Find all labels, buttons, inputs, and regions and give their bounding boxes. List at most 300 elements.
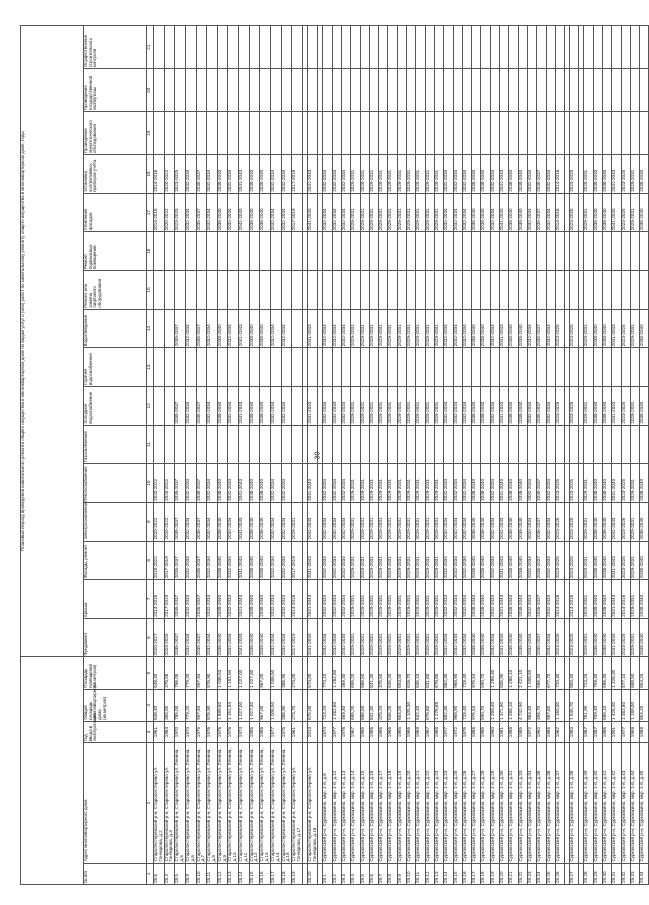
period-cell	[388, 425, 397, 464]
period-cell	[217, 425, 228, 464]
period-cell	[175, 232, 186, 271]
period-cell: 2038-2040	[640, 464, 649, 503]
period-cell	[379, 348, 388, 387]
period-cell: 2041-2043	[500, 541, 509, 580]
period-cell	[307, 425, 318, 464]
period-cell: 2029-2031	[351, 580, 360, 619]
period-cell: 2032-2034	[281, 386, 292, 425]
period-cell: 2041-2043	[307, 193, 318, 232]
empty-cell	[500, 26, 509, 69]
period-cell	[546, 271, 555, 310]
period-cell: 2032-2034	[185, 155, 196, 194]
premises-area-cell: 635,10	[416, 657, 425, 689]
period-cell: 2038-2040	[260, 386, 271, 425]
period-cell	[490, 348, 499, 387]
total-area-cell: 635,20	[388, 689, 397, 721]
period-cell: 2035-2037	[175, 309, 186, 348]
year-cell: 1961	[292, 721, 303, 742]
period-cell: 2038-2040	[472, 618, 481, 657]
empty-cell	[546, 112, 555, 155]
period-cell: 2029-2031	[351, 502, 360, 541]
year-cell: 1966	[379, 721, 388, 742]
year-cell: 1967	[351, 721, 360, 742]
period-cell: 2041-2043	[239, 618, 250, 657]
period-cell: 2014-2016	[621, 580, 630, 619]
total-area-cell: 1 276,68	[434, 689, 443, 721]
period-cell: 2035-2037	[196, 580, 207, 619]
period-cell	[249, 348, 260, 387]
address-cell: Сурковский р-н, Сурковкино, мкр. 1-й, д.40	[593, 743, 602, 863]
period-cell: 2032-2034	[281, 464, 292, 503]
period-cell: 2032-2034	[270, 541, 281, 580]
total-area-cell: 1 289,40	[490, 689, 499, 721]
period-cell: 2032-2034	[281, 502, 292, 541]
table-row	[518, 26, 527, 885]
period-cell: 2032-2034	[332, 541, 341, 580]
empty-cell	[453, 26, 462, 69]
period-cell: 2029-2031	[434, 155, 443, 194]
capital-repair-table	[20, 25, 649, 885]
empty-cell	[630, 26, 639, 69]
year-cell: 1964	[164, 721, 175, 742]
total-area-cell: 728,40	[462, 689, 471, 721]
period-cell: 2041-2043	[239, 386, 250, 425]
period-cell: 2029-2031	[397, 502, 406, 541]
period-cell: 2029-2031	[388, 386, 397, 425]
period-cell	[281, 348, 292, 387]
period-cell: 2029-2031	[369, 541, 378, 580]
period-cell	[185, 348, 196, 387]
period-cell: 2041-2043	[307, 464, 318, 503]
premises-area-cell: 854,20	[640, 657, 649, 689]
empty-cell	[416, 69, 425, 112]
total-area-cell: 1 426,30	[612, 689, 621, 721]
period-cell: 2032-2034	[444, 618, 453, 657]
period-cell	[369, 232, 378, 271]
period-cell: 2029-2031	[369, 464, 378, 503]
empty-cell	[154, 112, 165, 155]
period-cell: 2035-2037	[537, 580, 546, 619]
empty-cell	[434, 26, 443, 69]
period-cell: 2032-2034	[270, 580, 281, 619]
row-number: 29.16	[462, 863, 471, 884]
period-cell	[154, 425, 165, 464]
period-cell: 2032-2034	[341, 618, 350, 657]
address-cell: Сурковский р-н, Сурковкино, мкр. 1-й, д.21	[416, 743, 425, 863]
period-cell: 2041-2043	[307, 618, 318, 657]
period-cell: 2035-2037	[196, 464, 207, 503]
period-cell: 2029-2031	[434, 193, 443, 232]
premises-area-cell: 626,70	[407, 657, 416, 689]
period-cell	[518, 271, 527, 310]
period-cell: 2029-2031	[369, 502, 378, 541]
total-area-cell: 781,90	[584, 689, 593, 721]
period-cell: 2038-2040	[602, 464, 611, 503]
total-area-cell: 968,90	[453, 689, 462, 721]
period-cell: 2032-2034	[527, 193, 536, 232]
table-row	[379, 26, 388, 885]
premises-area-cell: 1 008,50	[527, 657, 536, 689]
period-cell	[307, 348, 318, 387]
total-area-cell: 1 382,80	[621, 689, 630, 721]
period-cell: 2032-2034	[453, 618, 462, 657]
empty-cell	[292, 26, 303, 69]
period-cell	[593, 271, 602, 310]
address-cell: Сурковский р-н, Сурковкино, мкр. 1-й, д.43	[621, 743, 630, 863]
period-cell	[453, 425, 462, 464]
column-number: 18	[147, 155, 154, 194]
period-cell: 2035-2037	[537, 502, 546, 541]
year-cell: 1976	[462, 721, 471, 742]
period-cell: 2032-2034	[490, 541, 499, 580]
row-number: 29.8	[388, 863, 397, 884]
empty-cell	[388, 26, 397, 69]
row-number: 29.11	[416, 863, 425, 884]
premises-area-cell: 678,80	[434, 657, 443, 689]
column-header: Горячее водоснабжение	[84, 348, 147, 387]
column-number: 10	[147, 464, 154, 503]
empty-cell	[546, 69, 555, 112]
period-cell: 2038-2040	[602, 618, 611, 657]
year-cell: 1986	[472, 721, 481, 742]
period-cell: 2032-2034	[527, 580, 536, 619]
column-number: 19	[147, 112, 154, 155]
row-number: 29.27	[570, 863, 579, 884]
period-cell: 2041-2043	[239, 464, 250, 503]
row-number: 28.9	[185, 863, 196, 884]
year-cell: 1977	[444, 721, 453, 742]
empty-cell	[154, 26, 165, 69]
period-cell: 2020-2022	[154, 464, 165, 503]
period-cell: 2029-2031	[630, 580, 639, 619]
period-cell: 2029-2031	[360, 618, 369, 657]
empty-cell	[228, 112, 239, 155]
period-cell: 2017-2019	[292, 618, 303, 657]
period-cell	[453, 271, 462, 310]
period-cell: 2041-2043	[612, 464, 621, 503]
table-row	[621, 26, 630, 885]
period-cell	[249, 232, 260, 271]
empty-cell	[640, 69, 649, 112]
table-row	[360, 26, 369, 885]
period-cell: 2041-2043	[239, 541, 250, 580]
empty-cell	[185, 112, 196, 155]
period-cell	[612, 271, 621, 310]
period-cell: 2032-2034	[207, 464, 218, 503]
period-cell: 2032-2034	[462, 155, 471, 194]
premises-area-cell: 1 289,40	[490, 657, 499, 689]
period-cell: 2032-2034	[490, 464, 499, 503]
period-cell	[584, 348, 593, 387]
empty-cell	[527, 69, 536, 112]
period-cell	[570, 271, 579, 310]
empty-cell	[281, 69, 292, 112]
column-header: Ремонт или замена лифтового оборудования	[84, 271, 147, 310]
period-cell: 2029-2031	[397, 580, 406, 619]
period-cell: 2038-2040	[640, 618, 649, 657]
period-cell: 2041-2043	[612, 309, 621, 348]
period-cell: 2038-2040	[481, 580, 490, 619]
empty-cell	[570, 69, 579, 112]
premises-area-cell: 1 027,30	[249, 657, 260, 689]
empty-cell	[509, 26, 518, 69]
period-cell: 2029-2031	[351, 309, 360, 348]
address-cell: Сурковский р-н, Сурковкино, мкр. 1-й, д.6	[323, 743, 332, 863]
period-cell	[453, 348, 462, 387]
row-number: 28.10	[196, 863, 207, 884]
period-cell	[207, 348, 218, 387]
period-cell: 2041-2043	[500, 618, 509, 657]
column-header: Утепление фасадов	[84, 193, 147, 232]
period-cell: 2029-2031	[379, 309, 388, 348]
period-cell	[307, 271, 318, 310]
period-cell: 2023-2025	[621, 618, 630, 657]
column-header: Площадь помещений (кв.метров)	[84, 657, 147, 689]
empty-cell	[490, 112, 499, 155]
period-cell: 2041-2043	[239, 155, 250, 194]
table-row	[416, 26, 425, 885]
period-cell: 2032-2034	[453, 386, 462, 425]
empty-cell	[490, 26, 499, 69]
period-cell: 2032-2034	[207, 386, 218, 425]
period-cell: 2038-2040	[593, 541, 602, 580]
year-cell: 1961	[154, 721, 165, 742]
period-cell: 2023-2025	[555, 309, 564, 348]
year-cell: 1976	[217, 721, 228, 742]
period-cell: 2029-2031	[379, 580, 388, 619]
empty-cell	[584, 26, 593, 69]
empty-cell	[481, 26, 490, 69]
period-cell: 2032-2034	[444, 464, 453, 503]
period-cell	[527, 271, 536, 310]
period-cell: 2014-2016	[555, 580, 564, 619]
period-cell: 2038-2040	[217, 155, 228, 194]
empty-cell	[239, 69, 250, 112]
period-cell: 2032-2034	[546, 155, 555, 194]
period-cell: 2032-2034	[453, 193, 462, 232]
period-cell: 2029-2031	[369, 193, 378, 232]
empty-cell	[537, 112, 546, 155]
period-cell: 2023-2025	[555, 541, 564, 580]
period-cell: 2038-2040	[602, 541, 611, 580]
period-cell: 2038-2040	[509, 309, 518, 348]
row-number: 29.2	[332, 863, 341, 884]
period-cell: 2032-2034	[341, 541, 350, 580]
empty-cell	[228, 69, 239, 112]
period-cell	[434, 271, 443, 310]
year-cell: 1977	[621, 721, 630, 742]
period-cell: 2038-2040	[472, 309, 481, 348]
empty-cell	[388, 69, 397, 112]
table-row	[584, 26, 593, 885]
empty-cell	[481, 112, 490, 155]
period-cell: 2038-2040	[260, 618, 271, 657]
period-cell	[207, 425, 218, 464]
premises-area-cell: 375,50	[379, 657, 388, 689]
period-cell: 2029-2031	[434, 464, 443, 503]
empty-cell	[281, 26, 292, 69]
empty-cell	[500, 112, 509, 155]
period-cell: 2038-2040	[509, 386, 518, 425]
empty-cell	[332, 112, 341, 155]
period-cell	[500, 271, 509, 310]
period-cell: 2032-2034	[453, 502, 462, 541]
column-header: Холодное водоснабжение	[84, 386, 147, 425]
period-cell: 2017-2019	[292, 155, 303, 194]
premises-area-cell: 728,40	[462, 657, 471, 689]
period-cell: 2032-2034	[462, 541, 471, 580]
period-cell: 2032-2034	[341, 464, 350, 503]
period-cell: 2029-2031	[397, 618, 406, 657]
total-area-cell: 386,90	[281, 689, 292, 721]
period-cell	[527, 232, 536, 271]
column-number: 3	[147, 721, 154, 742]
address-cell: Старопестеревский р-н, Старопестерево ул. Ленина, д.5	[175, 743, 186, 863]
row-number: 29.10	[407, 863, 416, 884]
period-cell: 2029-2031	[584, 541, 593, 580]
column-header: Проведение государственной экспертизы	[84, 69, 147, 112]
period-cell: 2041-2043	[612, 386, 621, 425]
page-number: 30	[314, 451, 322, 460]
period-cell	[397, 271, 406, 310]
period-cell: 2032-2034	[185, 541, 196, 580]
period-cell: 2035-2037	[175, 464, 186, 503]
address-cell: Старопестеревский р-н, Старопестерево ул. Гончарова, д.18	[307, 743, 318, 863]
period-cell: 2014-2016	[555, 193, 564, 232]
empty-cell	[472, 69, 481, 112]
period-cell	[555, 271, 564, 310]
year-cell: 1988	[640, 721, 649, 742]
period-cell: 2032-2034	[323, 155, 332, 194]
address-cell: Сурковский р-н, Сурковкино, мкр. 1-й, д.42	[612, 743, 621, 863]
address-cell: Старопестеревский р-н, Старопестерево ул. Ленина, д.12	[249, 743, 260, 863]
period-cell	[621, 425, 630, 464]
period-cell	[260, 271, 271, 310]
empty-cell	[612, 69, 621, 112]
total-area-cell: 685,10	[602, 689, 611, 721]
period-cell	[444, 232, 453, 271]
period-cell: 2032-2034	[462, 502, 471, 541]
period-cell: 2032-2034	[228, 541, 239, 580]
period-cell	[462, 271, 471, 310]
period-cell: 2032-2034	[323, 618, 332, 657]
premises-area-cell: 273,00	[292, 657, 303, 689]
period-cell	[341, 232, 350, 271]
period-cell: 2032-2034	[490, 580, 499, 619]
year-cell: 1969	[416, 721, 425, 742]
empty-cell	[490, 69, 499, 112]
column-number: 14	[147, 309, 154, 348]
year-cell: 1980	[490, 721, 499, 742]
period-cell: 2041-2043	[612, 618, 621, 657]
period-cell: 2029-2031	[397, 193, 406, 232]
period-cell	[164, 232, 175, 271]
period-cell: 2032-2034	[490, 193, 499, 232]
row-number: 29.26	[555, 863, 564, 884]
period-cell: 2023-2025	[175, 193, 186, 232]
period-cell: 2029-2031	[630, 309, 639, 348]
period-cell: 2029-2031	[630, 618, 639, 657]
total-area-cell: 1 006,50	[270, 689, 281, 721]
period-cell: 2038-2040	[217, 386, 228, 425]
period-cell: 2032-2034	[341, 309, 350, 348]
period-cell: 2032-2034	[185, 193, 196, 232]
period-cell: 2041-2043	[307, 155, 318, 194]
period-cell: 2041-2043	[307, 541, 318, 580]
period-cell	[462, 348, 471, 387]
period-cell	[239, 232, 250, 271]
empty-cell	[434, 69, 443, 112]
empty-cell	[462, 26, 471, 69]
period-cell: 2041-2043	[612, 541, 621, 580]
period-cell	[217, 348, 228, 387]
total-area-cell: 1 105,30	[407, 689, 416, 721]
period-cell	[537, 425, 546, 464]
period-cell	[630, 232, 639, 271]
period-cell	[537, 232, 546, 271]
period-cell: 2029-2031	[584, 464, 593, 503]
column-number: 2	[147, 743, 154, 863]
empty-cell	[407, 112, 416, 155]
period-cell: 2041-2043	[500, 309, 509, 348]
empty-cell	[379, 26, 388, 69]
period-cell	[270, 348, 281, 387]
empty-cell	[584, 69, 593, 112]
empty-cell	[453, 112, 462, 155]
period-cell	[630, 348, 639, 387]
period-cell: 2020-2022	[164, 464, 175, 503]
period-cell	[462, 232, 471, 271]
period-cell	[518, 425, 527, 464]
period-cell: 2023-2025	[621, 193, 630, 232]
total-area-cell: 654,00	[397, 689, 406, 721]
period-cell: 2038-2040	[481, 502, 490, 541]
address-cell: Сурковский р-н, Сурковкино, мкр. 1-й, д.18	[388, 743, 397, 863]
row-number: 29.17	[472, 863, 481, 884]
period-cell: 2038-2040	[260, 464, 271, 503]
total-area-cell: 1 545,70	[570, 689, 579, 721]
address-cell: Сурковский р-н, Сурковкино, мкр. 1-й, д.36	[546, 743, 555, 863]
row-number: 29.1	[323, 863, 332, 884]
table-row	[537, 26, 546, 885]
address-cell: Сурковский р-н, Сурковкино, мкр. 1-й, д.29	[490, 743, 499, 863]
total-area-cell: 590,70	[481, 689, 490, 721]
period-cell: 2029-2031	[351, 618, 360, 657]
period-cell: 2032-2034	[207, 309, 218, 348]
period-cell	[602, 232, 611, 271]
period-cell: 2032-2034	[527, 155, 536, 194]
period-cell: 2029-2031	[584, 580, 593, 619]
year-cell: 1976	[341, 721, 350, 742]
period-cell: 2032-2034	[546, 464, 555, 503]
empty-cell	[555, 69, 564, 112]
period-cell: 2032-2034	[185, 464, 196, 503]
premises-area-cell: 686,50	[360, 657, 369, 689]
period-cell	[570, 348, 579, 387]
period-cell: 2032-2034	[228, 386, 239, 425]
empty-cell	[444, 112, 453, 155]
period-cell: 2029-2031	[407, 580, 416, 619]
empty-cell	[341, 112, 350, 155]
empty-cell	[518, 69, 527, 112]
table-row	[500, 26, 509, 885]
premises-area-cell: 635,20	[388, 657, 397, 689]
period-cell: 2029-2031	[416, 193, 425, 232]
period-cell	[164, 271, 175, 310]
period-cell: 2032-2034	[332, 502, 341, 541]
empty-cell	[249, 112, 260, 155]
period-cell: 2032-2034	[281, 193, 292, 232]
